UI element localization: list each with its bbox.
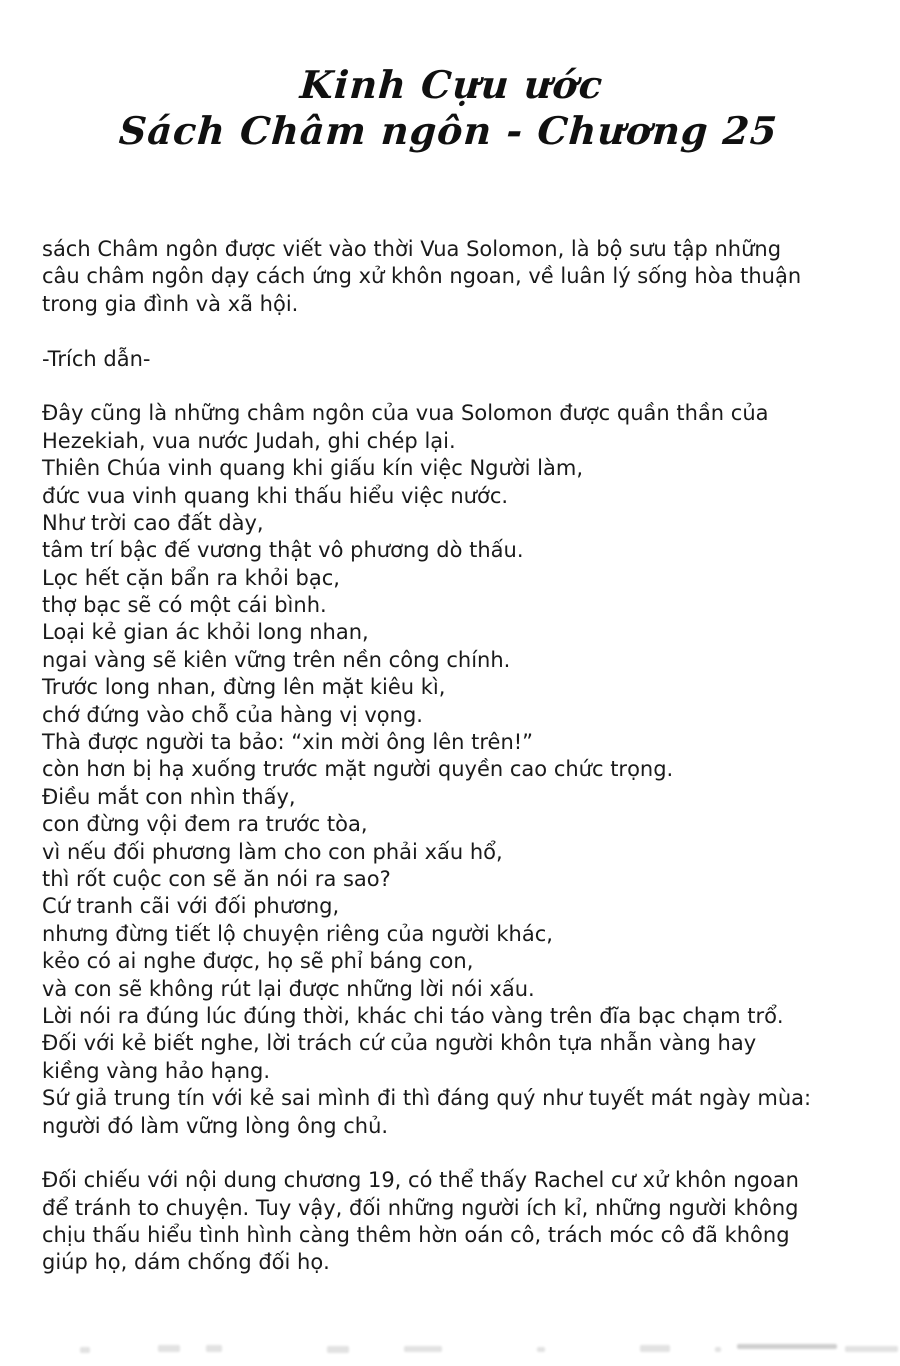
text-line: chịu thấu hiểu tình hình càng thêm hờn oán cô, trách móc cô đã không: [42, 1223, 790, 1248]
page-title: [0, 62, 900, 154]
text-line: Thà được người ta bảo: “xin mời ông lên trên!”: [42, 730, 534, 755]
scan-speck: [158, 1345, 180, 1352]
text-line: Thiên Chúa vinh quang khi giấu kín việc Người làm,: [42, 456, 584, 481]
text-line: Đối với kẻ biết nghe, lời trách cứ của người khôn tựa nhẫn vàng hay: [42, 1031, 757, 1056]
scan-speck: [206, 1345, 222, 1352]
text-line: Đây cũng là những châm ngôn của vua Solomon được quần thần của: [42, 401, 769, 426]
scan-speck: [327, 1346, 349, 1353]
text-line: tâm trí bậc đế vương thật vô phương dò thấu.: [42, 538, 524, 563]
text-line: Cứ tranh cãi với đối phương,: [42, 894, 340, 919]
text-line: Điều mắt con nhìn thấy,: [42, 784, 296, 809]
text-line: người đó làm vững lòng ông chủ.: [42, 1113, 389, 1138]
scan-speck: [537, 1347, 545, 1352]
text-line: kẻo có ai nghe được, họ sẽ phỉ báng con,: [42, 949, 474, 974]
text-line: Hezekiah, vua nước Judah, ghi chép lại.: [42, 428, 456, 453]
text-line: để tránh to chuyện. Tuy vậy, đối những người ích kỉ, những người không: [42, 1195, 799, 1220]
text-line: nhưng đừng tiết lộ chuyện riêng của người khác,: [42, 921, 553, 946]
text-line: kiềng vàng hảo hạng.: [42, 1058, 271, 1083]
text-line: Lọc hết cặn bẩn ra khỏi bạc,: [42, 565, 340, 590]
text-line: sách Châm ngôn được viết vào thời Vua Solomon, là bộ sưu tập những: [42, 237, 782, 261]
text-line: Lời nói ra đúng lúc đúng thời, khác chi táo vàng trên đĩa bạc chạm trổ.: [42, 1003, 784, 1028]
scan-speck: [737, 1344, 837, 1349]
body-text: [42, 236, 887, 1277]
commentary-paragraph: [42, 1167, 887, 1277]
title-line-2: Sách Châm ngôn - Chương 25: [117, 108, 780, 153]
text-line: giúp họ, dám chống đối họ.: [42, 1250, 330, 1275]
text-line: trong gia đình và xã hội.: [42, 291, 299, 316]
quote-label: -Trích dẫn-: [42, 346, 151, 371]
text-line: con đừng vội đem ra trước tòa,: [42, 812, 368, 837]
scan-speck: [80, 1347, 90, 1353]
text-line: vì nếu đối phương làm cho con phải xấu hổ,: [42, 839, 503, 864]
quote-block: [42, 400, 887, 1140]
text-line: Loại kẻ gian ác khỏi long nhan,: [42, 620, 369, 645]
text-line: Sứ giả trung tín với kẻ sai mình đi thì đáng quý như tuyết mát ngày mùa:: [42, 1086, 812, 1111]
scan-speck: [640, 1345, 670, 1352]
text-line: câu châm ngôn dạy cách ứng xử khôn ngoan, về luân lý sống hòa thuận: [42, 264, 802, 289]
scan-speck: [404, 1346, 442, 1352]
text-line: Như trời cao đất dày,: [42, 510, 264, 535]
scan-speck: [845, 1346, 898, 1352]
quote-label-paragraph: [42, 346, 887, 373]
text-line: ngai vàng sẽ kiên vững trên nền công chính.: [42, 647, 511, 672]
text-line: thợ bạc sẽ có một cái bình.: [42, 593, 327, 618]
intro-paragraph: [42, 236, 887, 318]
title-line-1: Kinh Cựu ước: [298, 62, 605, 107]
text-line: chớ đứng vào chỗ của hàng vị vọng.: [42, 702, 423, 727]
scan-speck: [715, 1347, 721, 1352]
text-line: còn hơn bị hạ xuống trước mặt người quyền cao chức trọng.: [42, 757, 674, 782]
text-line: đức vua vinh quang khi thấu hiểu việc nước.: [42, 483, 509, 508]
text-line: thì rốt cuộc con sẽ ăn nói ra sao?: [42, 866, 391, 891]
text-line: Trước long nhan, đừng lên mặt kiêu kì,: [42, 675, 446, 700]
text-line: Đối chiếu với nội dung chương 19, có thể thấy Rachel cư xử khôn ngoan: [42, 1168, 799, 1193]
text-line: và con sẽ không rút lại được những lời nói xấu.: [42, 976, 535, 1001]
